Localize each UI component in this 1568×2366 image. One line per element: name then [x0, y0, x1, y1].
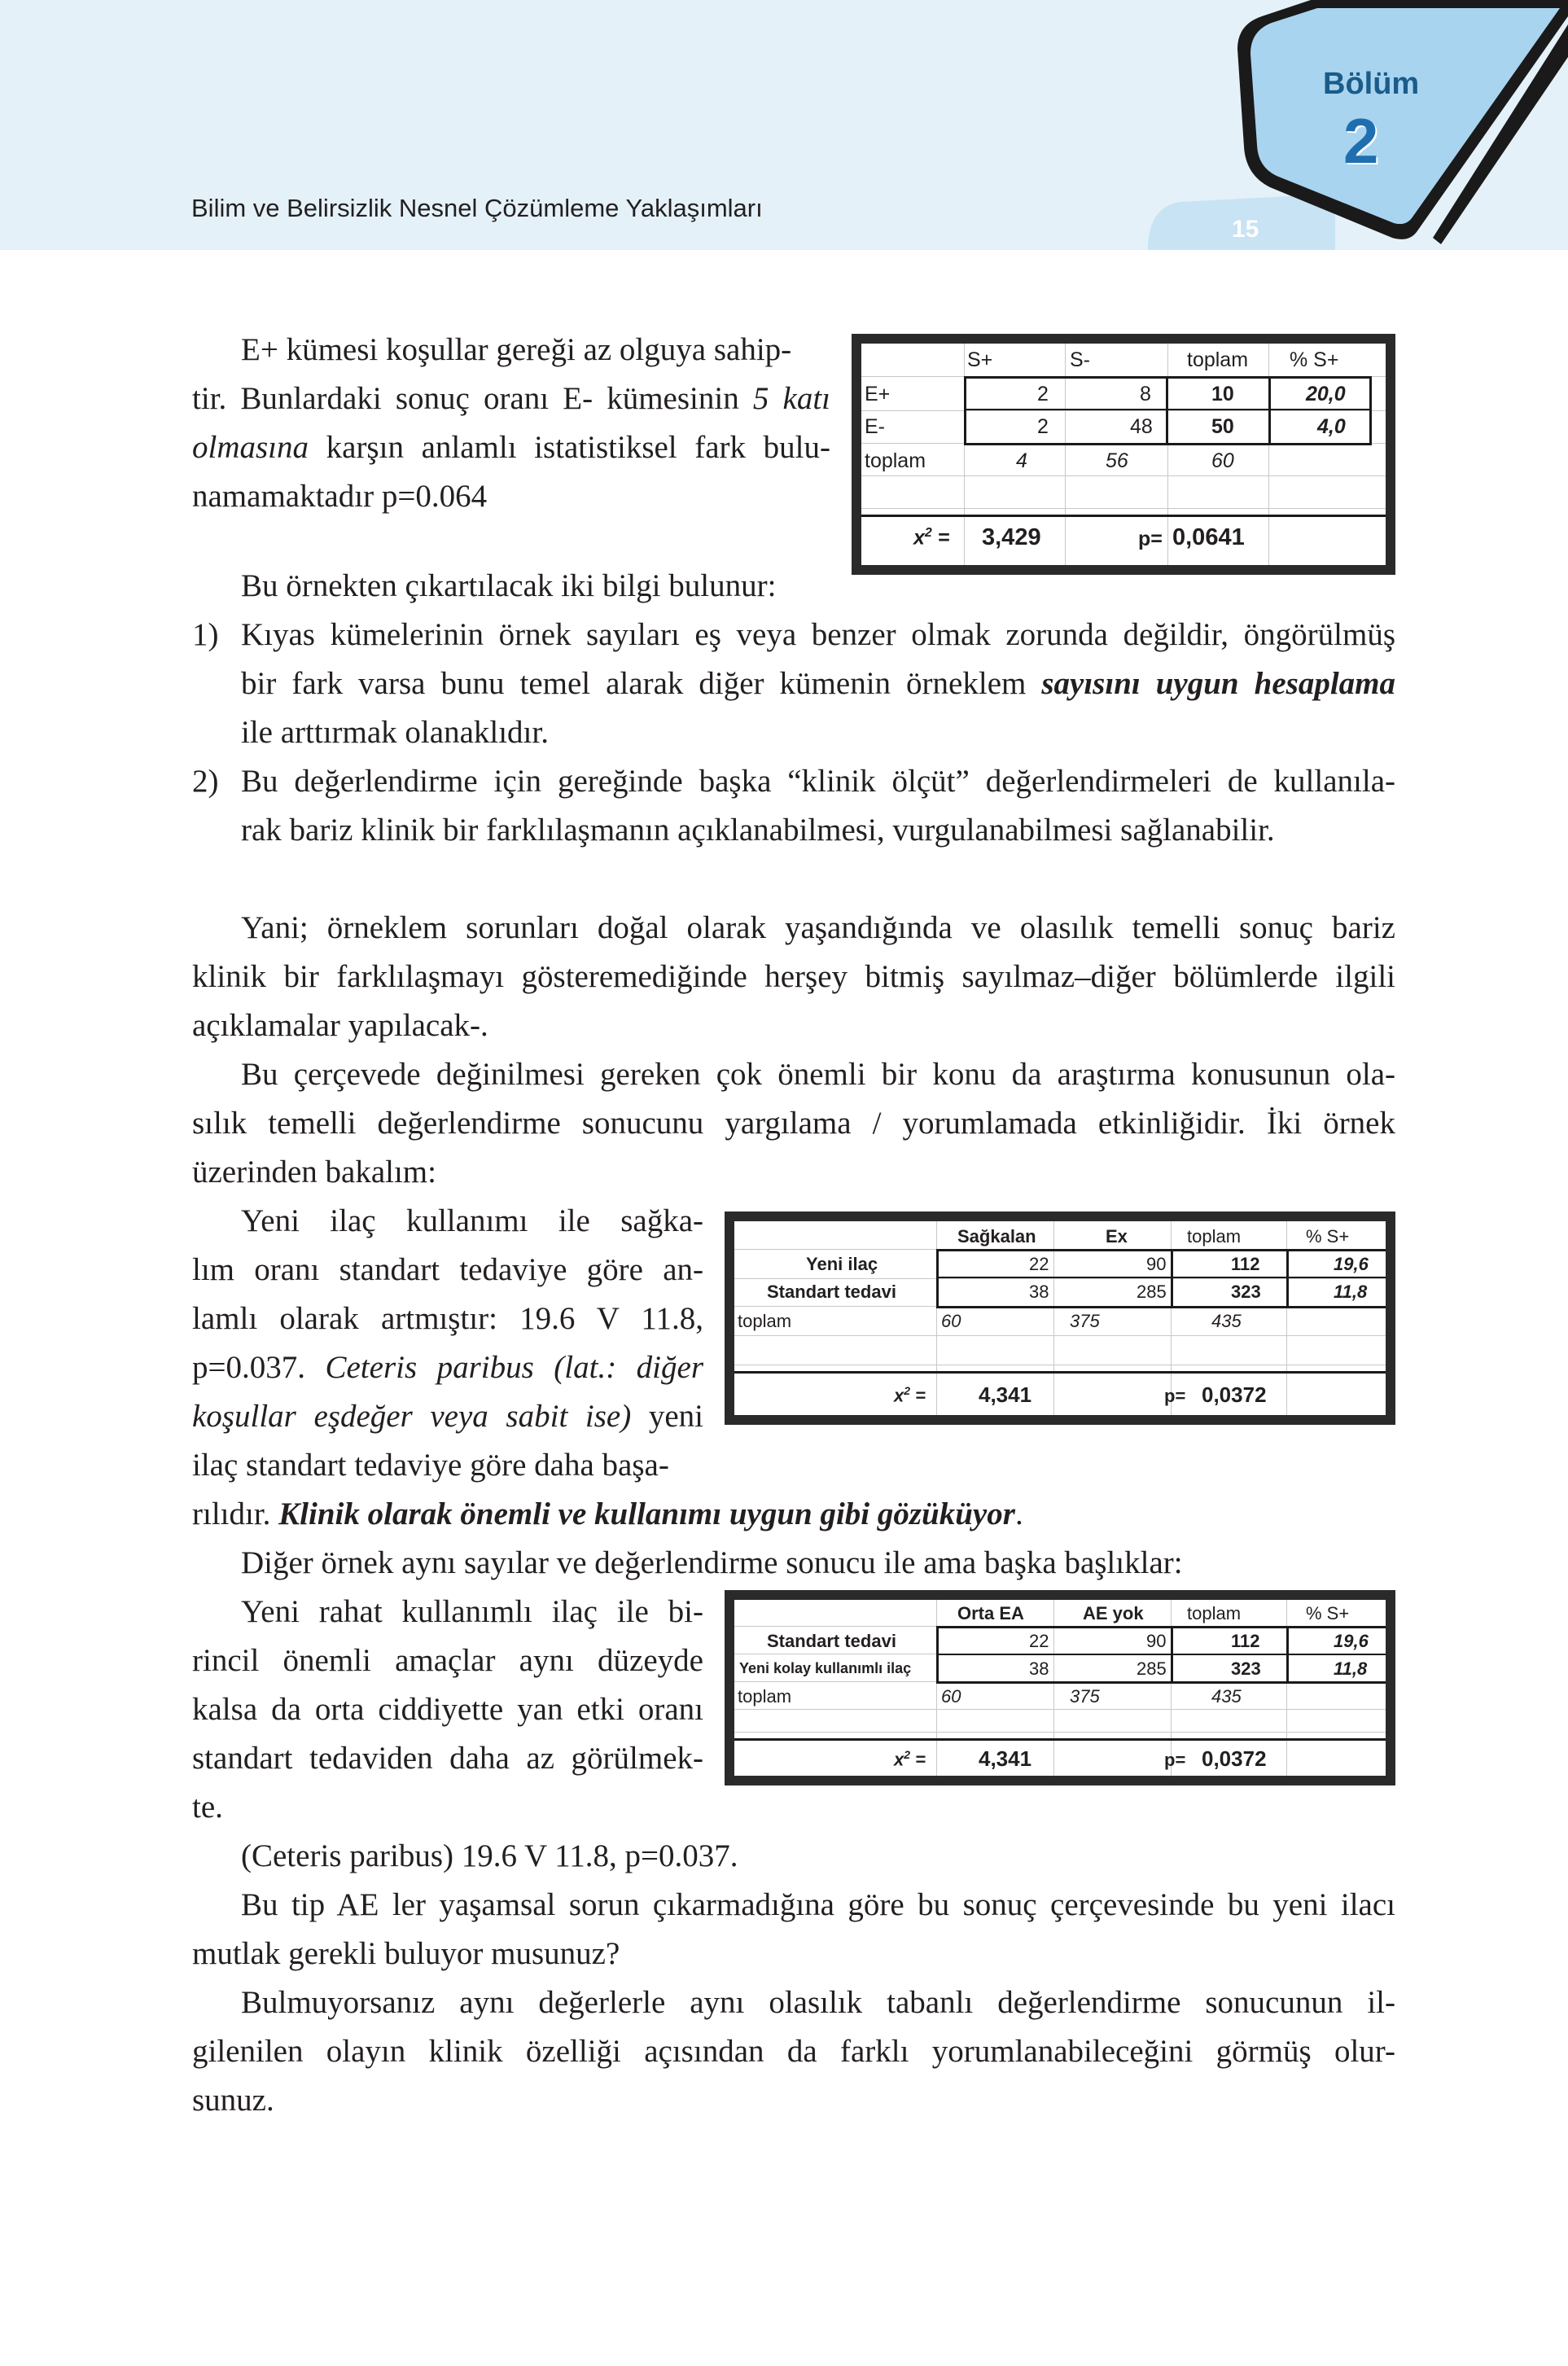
table-2-row1-c4: 19,6	[1334, 1254, 1369, 1274]
table-1-row1-label: E+	[865, 383, 891, 405]
info-item1-number: 1)	[192, 617, 219, 652]
table-3-row2-c1: 38	[1029, 1658, 1049, 1679]
para4-line7-text: rılıdır.	[192, 1496, 279, 1531]
table-3-chi-label: $x^2$ =	[894, 1748, 926, 1770]
info-item1-line1: Kıyas kümelerinin örnek sayıları eş veya benzer olmak zorunda değildir, öngörülmüş	[241, 617, 1395, 652]
table-3-p-value: 0,0372	[1202, 1746, 1267, 1771]
table-3	[725, 1590, 1395, 1785]
table-2-chi-value: 4,341	[979, 1382, 1032, 1407]
table-1-row2-c3: 50	[1211, 415, 1234, 438]
table-1-header-pct: % S+	[1290, 348, 1339, 371]
para3-line2: sılık temelli değerlendirme sonucunu yargılama / yorumlamada etkinliğidir. İki örnek	[192, 1106, 1395, 1141]
para2-line3: açıklamalar yapılacak-.	[192, 1008, 488, 1043]
info-item2-line2: rak bariz klinik bir farklılaşmanın açıklanabilmesi, vurgulanabilmesi sağlanabilir.	[241, 813, 1275, 848]
running-title: Bilim ve Belirsizlik Nesnel Çözümleme Yaklaşımları	[191, 194, 763, 222]
table-2-inner	[734, 1221, 1386, 1415]
table-3-header-total: toplam	[1187, 1603, 1242, 1623]
table-2-row3-c3: 435	[1211, 1311, 1242, 1331]
table-3-row3-c3: 435	[1211, 1686, 1242, 1707]
para6-line1: Yeni rahat kullanımlı ilaç ile bi-	[241, 1594, 703, 1629]
para1-line3-italic: olmasına	[192, 430, 309, 465]
para6-line4: standart tedaviden daha az görülmek-	[192, 1741, 703, 1776]
table-1-chi-label: $x^2$ =	[913, 526, 950, 550]
table-2-row3-c1: 60	[941, 1311, 961, 1331]
table-2-p-label: p=	[1164, 1386, 1186, 1406]
table-1-row2-c1: 2	[1037, 415, 1049, 438]
table-2	[725, 1211, 1395, 1425]
para3-line1: Bu çerçevede değinilmesi gereken çok önemli bir konu da araştırma konusunun ola-	[241, 1057, 1395, 1092]
table-1-header-splus: S+	[967, 348, 993, 371]
para6-line2: rincil önemli amaçlar aynı düzeyde	[192, 1643, 703, 1678]
table-3-header-no-ae: AE yok	[1083, 1603, 1144, 1623]
para1-line2-italic: 5 katı	[752, 381, 830, 416]
table-2-p-value: 0,0372	[1202, 1382, 1267, 1407]
table-3-row3-label: toplam	[738, 1686, 792, 1707]
para5-line1: Diğer örnek aynı sayılar ve değerlendirme sonucu ile ama başka başlıklar:	[241, 1545, 1183, 1580]
table-1-chi-value: 3,429	[982, 524, 1041, 550]
table-1-row2-label: E-	[865, 415, 885, 438]
table-2-row1-c2: 90	[1146, 1254, 1167, 1274]
para6-line5: te.	[192, 1790, 223, 1825]
table-3-chi-value: 4,341	[979, 1746, 1032, 1771]
table-1-row2-c4: 4,0	[1317, 415, 1346, 438]
table-2-row2-c3: 323	[1231, 1282, 1261, 1302]
table-3-header-pct: % S+	[1306, 1603, 1350, 1623]
para2-line1: Yani; örneklem sorunları doğal olarak yaşandığında ve olasılık temelli sonuç bariz	[241, 910, 1395, 945]
para4-line6: ilaç standart tedaviye göre daha başa-	[192, 1448, 669, 1483]
para6-line3: kalsa da orta ciddiyette yan etki oranı	[192, 1692, 703, 1727]
para8-line3: sunuz.	[192, 2083, 274, 2118]
table-1-row1-c3: 10	[1211, 383, 1234, 405]
table-2-chi-label: $x^2$ =	[894, 1384, 926, 1406]
table-1-row1-c1: 2	[1037, 383, 1049, 405]
table-3-row3-c2: 375	[1070, 1686, 1100, 1707]
table-2-row1-c3: 112	[1231, 1254, 1260, 1274]
table-1-header-total: toplam	[1187, 348, 1249, 371]
para3-line3: üzerinden bakalım:	[192, 1155, 436, 1190]
info-item1-line2-text: bir fark varsa bunu temel alarak diğer kümenin örneklem	[241, 666, 1042, 701]
info-item1-line2-emphasis: sayısını uygun hesaplama	[1041, 666, 1395, 701]
table-1-row3-c2: 56	[1106, 449, 1128, 472]
table-3-inner	[734, 1600, 1386, 1776]
table-2-header-pct: % S+	[1306, 1226, 1350, 1247]
para7-line2: mutlak gerekli buluyor musunuz?	[192, 1936, 620, 1971]
table-1-row3-c1: 4	[1016, 449, 1027, 472]
table-3-row1-c3: 112	[1231, 1631, 1260, 1651]
para4-line7-emphasis: Klinik olarak önemli ve kullanımı uygun gibi gözüküyor	[278, 1496, 1015, 1531]
table-1-row1-c2: 8	[1140, 383, 1151, 405]
table-3-row2-c4: 11,8	[1334, 1658, 1368, 1679]
chapter-number: 2	[1343, 105, 1379, 177]
para4-line5-italic: koşullar eşdeğer veya sabit ise)	[192, 1399, 632, 1434]
table-3-header-moderate-ae: Orta EA	[957, 1603, 1024, 1623]
para4-line5-text: yeni	[631, 1399, 703, 1434]
table-2-header-survived: Sağkalan	[957, 1226, 1036, 1247]
para1-line4: namamaktadır p=0.064	[192, 479, 488, 514]
table-3-row1-c2: 90	[1146, 1631, 1167, 1651]
table-2-header-total: toplam	[1187, 1226, 1242, 1247]
table-1-p-label: p=	[1138, 528, 1163, 550]
para1-line2	[192, 379, 830, 419]
table-2-row1-label: Yeni ilaç	[806, 1254, 878, 1274]
table-1-row3-label: toplam	[865, 449, 926, 472]
para7-line1: Bu tip AE ler yaşamsal sorun çıkarmadığına göre bu sonuç çerçevesinde bu yeni ilacı	[241, 1887, 1395, 1922]
info-intro: Bu örnekten çıkartılacak iki bilgi bulunur:	[241, 568, 777, 603]
table-1-row1-c4: 20,0	[1306, 383, 1346, 405]
table-3-row1-label: Standart tedavi	[767, 1631, 896, 1651]
para4-line4-text: p=0.037.	[192, 1350, 326, 1385]
table-1-row3-c3: 60	[1211, 449, 1234, 472]
table-3-row2-c3: 323	[1231, 1658, 1261, 1679]
table-3-row1-c4: 19,6	[1334, 1631, 1369, 1651]
table-3-row3-c1: 60	[941, 1686, 961, 1707]
info-item1-line3: ile arttırmak olanaklıdır.	[241, 715, 549, 750]
table-1-header-sminus: S-	[1070, 348, 1090, 371]
table-1-row2-c2: 48	[1130, 415, 1153, 438]
table-3-row2-c2: 285	[1137, 1658, 1167, 1679]
para4-line7: rılıdır. Klinik olarak önemli ve kullanımı uygun gibi gözüküyor.	[192, 1496, 1023, 1531]
table-2-row3-c2: 375	[1070, 1311, 1100, 1331]
para4-line1: Yeni ilaç kullanımı ile sağka-	[241, 1203, 703, 1238]
info-item2-line1: Bu değerlendirme için gereğinde başka “klinik ölçüt” değerlendirmeleri de kullanıla-	[241, 764, 1395, 799]
info-item2-number: 2)	[192, 764, 219, 799]
page-number: 15	[1232, 216, 1259, 243]
table-2-row2-label: Standart tedavi	[767, 1282, 896, 1302]
info-item1-line2	[241, 664, 1395, 704]
para8-line1: Bulmuyorsanız aynı değerlerle aynı olasılık tabanlı değerlendirme sonucunun il-	[241, 1985, 1395, 2020]
table-3-p-label: p=	[1164, 1750, 1186, 1770]
table-1-p-value: 0,0641	[1172, 524, 1245, 550]
table-2-row3-label: toplam	[738, 1311, 792, 1331]
table-1-inner	[861, 344, 1386, 565]
table-2-header-ex: Ex	[1106, 1226, 1128, 1247]
chapter-badge	[1213, 0, 1568, 244]
para4-line4	[192, 1347, 703, 1388]
table-1	[852, 334, 1395, 575]
para1-line2-text: tir. Bunlardaki sonuç oranı E- kümesinin	[192, 381, 753, 416]
para4-line2: lım oranı standart tedaviye göre an-	[192, 1252, 703, 1287]
table-3-row1-c1: 22	[1029, 1631, 1049, 1651]
table-2-row2-c1: 38	[1029, 1282, 1049, 1302]
para8-line2: gilenilen olayın klinik özelliği açısından da farklı yorumlanabileceğini görmüş olur-	[192, 2034, 1395, 2069]
para1-line1: E+ kümesi koşullar gereği az olguya sahip-	[241, 332, 792, 367]
para4-line4-italic: Ceteris paribus (lat.: diğer	[325, 1350, 703, 1385]
table-2-row2-c4: 11,8	[1334, 1282, 1368, 1302]
para4-line3: lamlı olarak artmıştır: 19.6 V 11.8,	[192, 1301, 703, 1336]
table-2-row1-c1: 22	[1029, 1254, 1049, 1274]
chapter-label: Bölüm	[1323, 67, 1420, 101]
table-3-row2-label: Yeni kolay kullanımlı ilaç	[739, 1660, 912, 1676]
para1-line3-text: karşın anlamlı istatistiksel fark bulu-	[309, 430, 830, 465]
table-2-row2-c2: 285	[1137, 1282, 1167, 1302]
para6-line6: (Ceteris paribus) 19.6 V 11.8, p=0.037.	[241, 1838, 738, 1873]
para2-line2: klinik bir farklılaşmayı gösteremediğinde herşey bitmiş sayılmaz–diğer bölümlerde ilgili	[192, 959, 1395, 994]
para4-line5	[192, 1396, 703, 1437]
para1-line3	[192, 427, 830, 468]
